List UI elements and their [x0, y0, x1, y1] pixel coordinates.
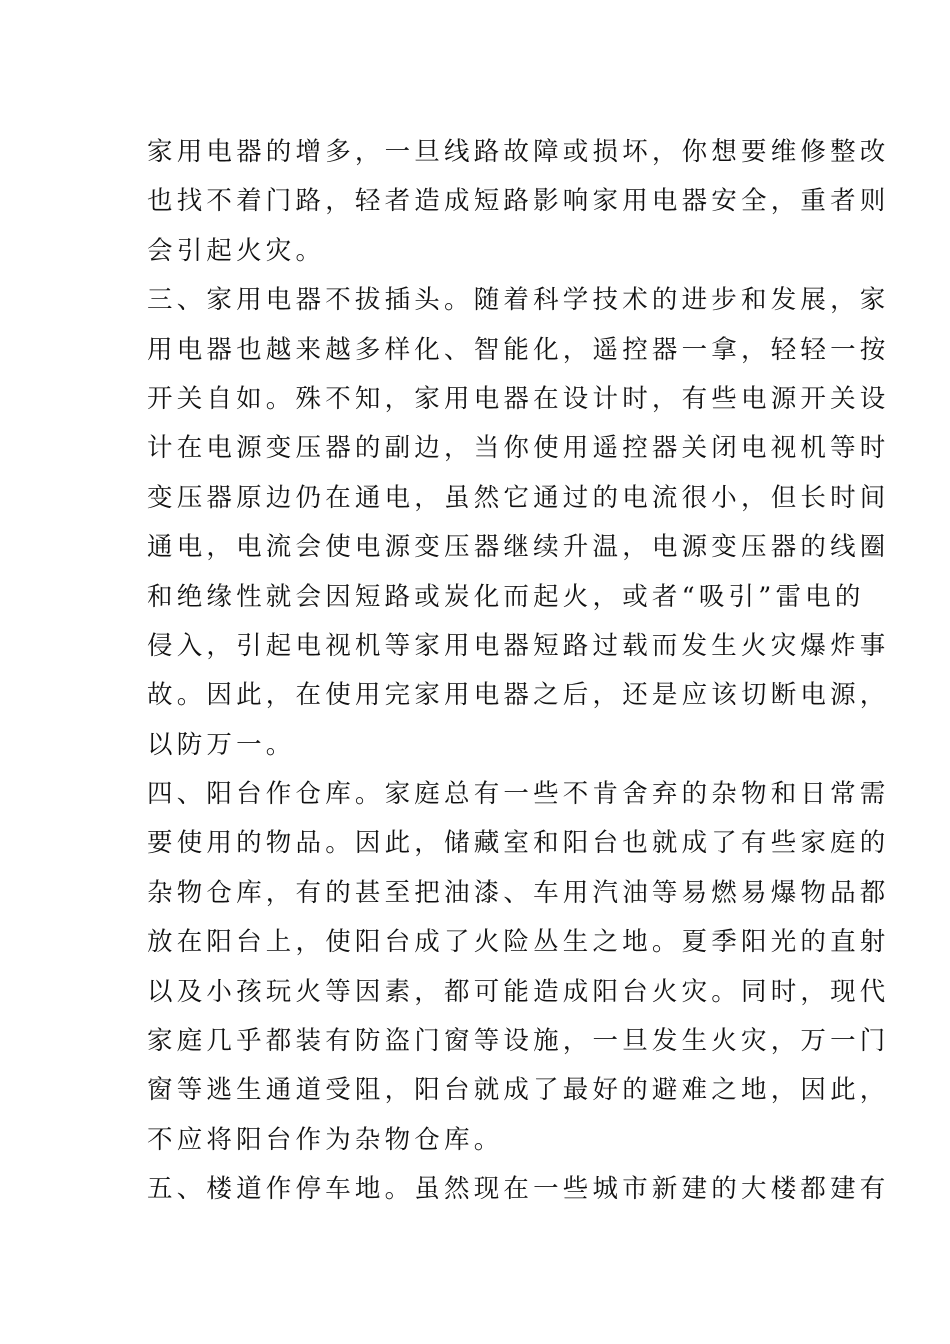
text-line: 要使用的物品。因此，储藏室和阳台也就成了有些家庭的: [147, 828, 890, 859]
text-line: 计在电源变压器的副边，当你使用遥控器关闭电视机等时: [147, 433, 890, 464]
text-line: 家用电器的增多，一旦线路故障或损坏，你想要维修整改: [147, 137, 890, 167]
text-line: 以及小孩玩火等因素，都可能造成阳台火灾。同时，现代: [147, 976, 890, 1007]
text-line: 故。因此，在使用完家用电器之后，还是应该切断电源，: [147, 680, 890, 711]
section-3-heading-line: 三、家用电器不拔插头。随着科学技术的进步和发展，家: [147, 285, 890, 316]
text-line: 窗等逃生通道受阻，阳台就成了最好的避难之地，因此，: [147, 1075, 890, 1106]
text-line: 会引起火灾。: [147, 235, 326, 266]
text-line: 开关自如。殊不知，家用电器在设计时，有些电源开关设: [147, 383, 890, 414]
section-4-heading-line: 四、阳台作仓库。家庭总有一些不肯舍弃的杂物和日常需: [147, 779, 890, 810]
text-line: 和绝缘性就会因短路或炭化而起火，或者“吸引”雷电的: [147, 581, 865, 612]
text-line: 变压器原边仍在通电，虽然它通过的电流很小，但长时间: [147, 482, 890, 513]
text-line: 放在阳台上，使阳台成了火险丛生之地。夏季阳光的直射: [147, 927, 890, 958]
document-body: [147, 128, 890, 1215]
text-line: 以防万一。: [147, 729, 296, 760]
text-line: 不应将阳台作为杂物仓库。: [147, 1124, 504, 1155]
section-5-heading-line: 五、楼道作停车地。虽然现在一些城市新建的大楼都建有: [147, 1174, 890, 1205]
text-line: 通电，电流会使电源变压器继续升温，电源变压器的线圈: [147, 532, 890, 563]
text-line: 杂物仓库，有的甚至把油漆、车用汽油等易燃易爆物品都: [147, 877, 890, 908]
text-line: 家庭几乎都装有防盗门窗等设施，一旦发生火灾，万一门: [147, 1026, 890, 1057]
text-line: 也找不着门路，轻者造成短路影响家用电器安全，重者则: [147, 186, 890, 217]
text-line: 用电器也越来越多样化、智能化，遥控器一拿，轻轻一按: [147, 334, 890, 365]
text-line: 侵入，引起电视机等家用电器短路过载而发生火灾爆炸事: [147, 630, 890, 661]
